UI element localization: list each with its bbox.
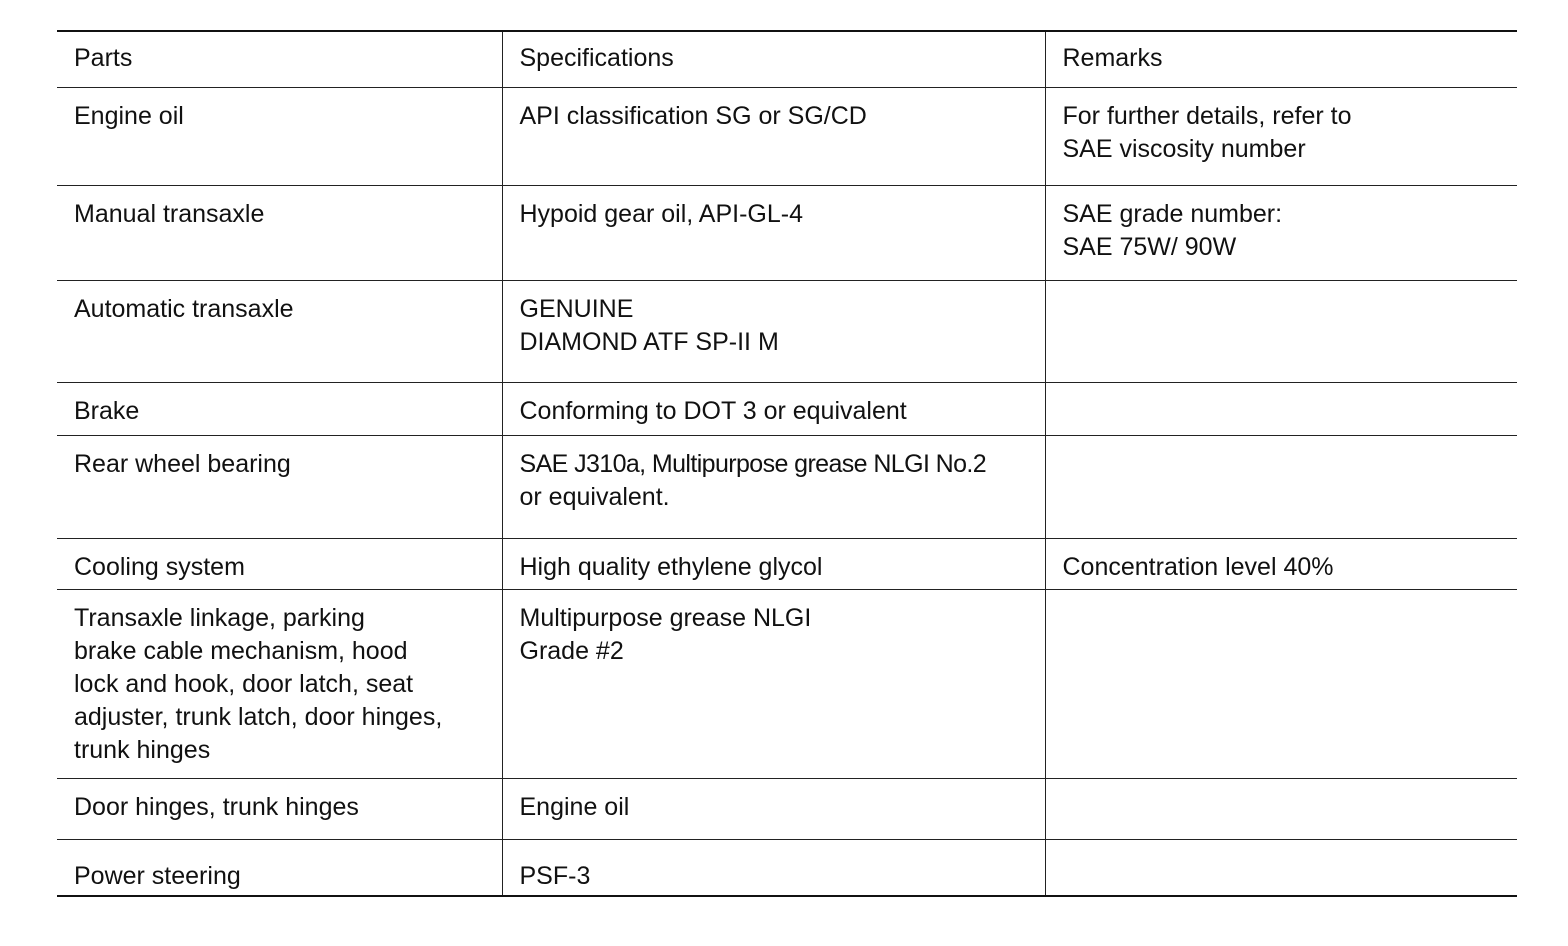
part-text: Cooling system xyxy=(74,552,245,581)
part-text: Brake xyxy=(74,396,140,425)
remarks-cell xyxy=(1045,778,1517,839)
remarks-cell xyxy=(1045,382,1517,435)
part-cell xyxy=(57,87,502,185)
part-text: Manual transaxle xyxy=(74,199,265,228)
header-specifications: Specifications xyxy=(502,31,1045,87)
part-text: trunk hinges xyxy=(74,735,211,764)
table-row xyxy=(57,435,1517,538)
remarks-cell xyxy=(1045,280,1517,382)
lubricants-spec-table xyxy=(57,30,1517,897)
spec-text: DIAMOND ATF SP-II M xyxy=(519,327,779,356)
part-cell xyxy=(57,435,502,538)
table-row xyxy=(57,778,1517,839)
spec-text: SAE J310a, Multipurpose grease NLGI No.2 xyxy=(519,449,987,478)
part-cell xyxy=(57,778,502,839)
header-parts: Parts xyxy=(57,31,502,87)
spec-cell xyxy=(502,538,1045,589)
spec-text: Multipurpose grease NLGI xyxy=(519,603,812,632)
spec-cell xyxy=(502,435,1045,538)
part-text: Engine oil xyxy=(74,101,184,130)
spec-cell xyxy=(502,589,1045,778)
table-row xyxy=(57,538,1517,589)
remarks-cell xyxy=(1045,589,1517,778)
table-row xyxy=(57,280,1517,382)
part-text: Rear wheel bearing xyxy=(74,449,291,478)
spec-text: Hypoid gear oil, API-GL-4 xyxy=(519,199,803,228)
spec-text: Conforming to DOT 3 or equivalent xyxy=(519,396,907,425)
spec-text: High quality ethylene glycol xyxy=(519,552,823,581)
part-text: Automatic transaxle xyxy=(74,294,294,323)
part-cell xyxy=(57,589,502,778)
remarks-text: SAE viscosity number xyxy=(1062,134,1306,163)
spec-text: Engine oil xyxy=(519,792,630,821)
remarks-text: SAE grade number: xyxy=(1062,199,1283,228)
spec-text: or equivalent. xyxy=(519,482,670,511)
part-text: lock and hook, door latch, seat xyxy=(74,669,414,698)
remarks-cell xyxy=(1045,185,1517,280)
spec-cell xyxy=(502,87,1045,185)
remarks-cell xyxy=(1045,839,1517,896)
header-remarks: Remarks xyxy=(1045,31,1517,87)
spec-text: API classification SG or SG/CD xyxy=(519,101,867,130)
part-text: Door hinges, trunk hinges xyxy=(74,792,359,821)
spec-cell xyxy=(502,280,1045,382)
part-text: adjuster, trunk latch, door hinges, xyxy=(74,702,443,731)
header-row xyxy=(57,31,1517,87)
spec-text: Grade #2 xyxy=(519,636,624,665)
part-cell xyxy=(57,538,502,589)
spec-text: GENUINE xyxy=(519,294,634,323)
spec-cell xyxy=(502,185,1045,280)
table-row xyxy=(57,87,1517,185)
part-cell xyxy=(57,839,502,896)
remarks-cell xyxy=(1045,538,1517,589)
part-text: Transaxle linkage, parking xyxy=(74,603,365,632)
spec-cell xyxy=(502,778,1045,839)
part-cell xyxy=(57,185,502,280)
spec-cell xyxy=(502,382,1045,435)
spec-text: PSF-3 xyxy=(519,861,591,890)
remarks-text: For further details, refer to xyxy=(1062,101,1352,130)
part-text: Power steering xyxy=(74,861,241,890)
part-text: brake cable mechanism, hood xyxy=(74,636,408,665)
remarks-text: SAE 75W/ 90W xyxy=(1062,232,1237,261)
remarks-cell xyxy=(1045,87,1517,185)
part-cell xyxy=(57,382,502,435)
remarks-text: Concentration level 40% xyxy=(1062,552,1334,581)
table-row xyxy=(57,185,1517,280)
spec-cell xyxy=(502,839,1045,896)
table-row xyxy=(57,589,1517,778)
remarks-cell xyxy=(1045,435,1517,538)
part-cell xyxy=(57,280,502,382)
table-row xyxy=(57,839,1517,896)
table-row xyxy=(57,382,1517,435)
